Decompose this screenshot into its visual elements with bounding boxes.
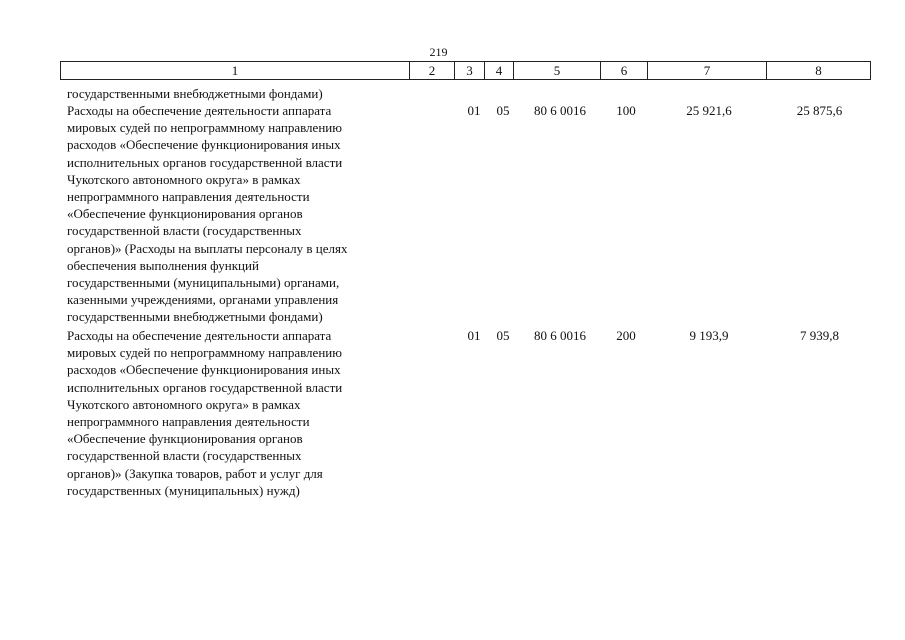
column-header-1: 1	[61, 62, 410, 80]
row-1-col5: 80 6 0016	[534, 103, 586, 118]
row-2-col3: 01	[467, 328, 481, 343]
row-2-col8: 7 939,8	[800, 328, 839, 343]
column-header-2: 2	[410, 62, 455, 80]
row-2-col6: 200	[616, 328, 636, 343]
row-1-col7: 25 921,6	[686, 103, 732, 118]
row-1-description: Расходы на обеспечение деятельности аппарата мировых судей по непрограммному направлению расходов «Обеспечение функционирования иных исполнительных органов государственной власти Чукотского автономного округа» в рамках непрограммного направления деятельности «Обеспечение функционирования органов государственной власти (государственных органов)» (Расходы на выплаты персоналу в целях обеспечения выполнения функций государственными (муниципальными) органами, казенными учреждениями, органами управления государственными внебюджетными фондами)	[67, 103, 348, 325]
row-1-col4: 05	[496, 103, 510, 118]
column-header-4: 4	[485, 62, 514, 80]
row-2-col5: 80 6 0016	[534, 328, 586, 343]
row-1-col6: 100	[616, 103, 636, 118]
column-header-6: 6	[601, 62, 648, 80]
continuation-text: государственными внебюджетными фондами)	[67, 86, 323, 101]
row-2-description: Расходы на обеспечение деятельности аппарата мировых судей по непрограммному направлению расходов «Обеспечение функционирования иных исполнительных органов государственной власти Чукотского автономного округа» в рамках непрограммного направления деятельности «Обеспечение функционирования органов государственной власти (государственных органов)» (Закупка товаров, работ и услуг для государственных (муниципальных) нужд)	[67, 328, 343, 498]
row-1-col8: 25 875,6	[796, 103, 843, 118]
row-1-col3: 01	[467, 103, 481, 118]
row-2-col4: 05	[496, 328, 510, 343]
column-header-5: 5	[514, 62, 601, 80]
column-header-8: 8	[767, 62, 871, 80]
column-header-table	[60, 61, 871, 80]
row-2-col7: 9 193,9	[689, 328, 729, 343]
column-header-3: 3	[455, 62, 485, 80]
column-header-7: 7	[648, 62, 767, 80]
page-number: 219	[429, 45, 448, 59]
column-header-row	[61, 62, 871, 80]
